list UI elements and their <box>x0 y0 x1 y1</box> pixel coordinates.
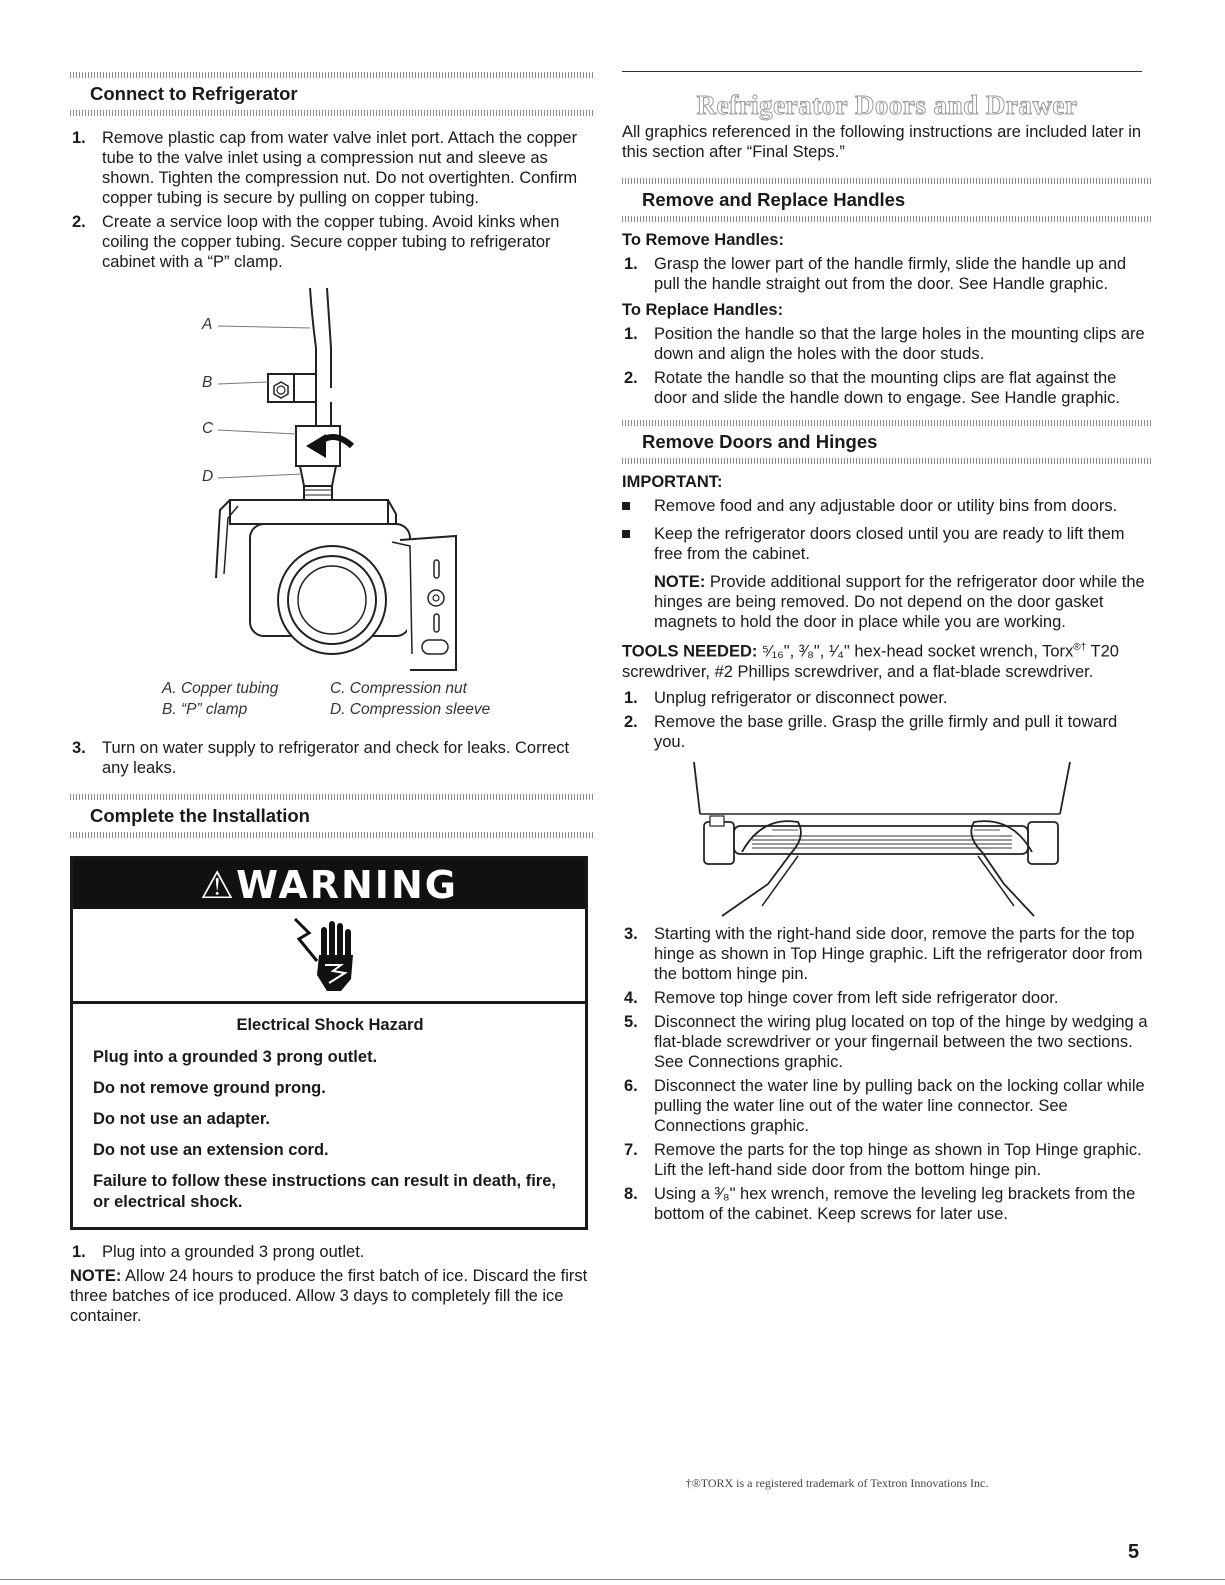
label-b: B <box>202 374 213 391</box>
doors-step-7 <box>622 1140 1152 1180</box>
install-step-1 <box>70 1242 595 1262</box>
bullet-text: Remove food and any adjustable door or utility bins from doors. <box>654 497 1118 515</box>
square-bullet-icon <box>622 530 630 538</box>
diagram-captions <box>70 678 595 724</box>
warning-text <box>73 1004 585 1227</box>
step-number: 3. <box>624 924 638 943</box>
doors-step-4 <box>622 988 1152 1008</box>
trademark-footnote: †®TORX is a registered trademark of Textron Innovations Inc. <box>685 1476 989 1490</box>
doors-step-8 <box>622 1184 1152 1224</box>
step-number: 8. <box>624 1184 638 1203</box>
page-number: 5 <box>1128 1541 1140 1563</box>
step-text: Turn on water supply to refrigerator and check for leaks. Correct any leaks. <box>102 739 570 777</box>
hazard-title: Electrical Shock Hazard <box>236 1016 424 1034</box>
tools-label: TOOLS NEEDED: <box>622 642 758 661</box>
tools-needed <box>622 638 1152 682</box>
note-text: Provide additional support for the refrigerator door while the hinges are being removed. Do not depend on the door gasket magnets to hold the door in place while you are working. <box>654 573 1145 631</box>
replace-handles-step-2 <box>622 368 1152 408</box>
section-intro: All graphics referenced in the following instructions are included later in this section after “Final Steps.” <box>622 123 1142 161</box>
right-column <box>622 0 1152 1228</box>
square-bullet-icon <box>622 502 630 510</box>
step-text: Disconnect the wiring plug located on top of the hinge by wedging a flat-blade screwdriver or your fingernail between the two sections. See Connections graphic. <box>654 1012 1148 1071</box>
warning-triangle-icon: ⚠ <box>200 863 237 907</box>
warning-banner-text: WARNING <box>236 863 458 907</box>
warning-banner <box>73 859 585 909</box>
step-text: Position the handle so that the large holes in the mounting clips are down and align the holes with the door studs. <box>654 325 1145 363</box>
caption-a: A. Copper tubing <box>162 680 279 697</box>
connect-heading: Connect to Refrigerator <box>90 83 298 104</box>
note-label: NOTE: <box>70 1267 122 1285</box>
heading-rule <box>622 458 1152 464</box>
step-number: 2. <box>72 213 86 231</box>
caption-c: C. Compression nut <box>330 680 467 697</box>
label-d: D <box>202 468 214 485</box>
tools-superscript: ®† <box>1073 642 1087 653</box>
remove-handles-step-1 <box>622 254 1152 294</box>
tools-text: ⁵⁄₁₆", ³⁄₈", ¹⁄₄" hex-head socket wrench, Torx <box>757 642 1074 661</box>
step-text: Disconnect the water line by pulling back on the locking collar while pulling the water line out of the water line connector. See Connections graphic. <box>654 1076 1145 1135</box>
step-number: 1. <box>72 1243 86 1261</box>
label-a: A <box>202 316 213 333</box>
step-number: 1. <box>624 255 638 273</box>
complete-heading: Complete the Installation <box>90 805 310 826</box>
electric-shock-hand-icon <box>289 913 369 997</box>
heading-rule <box>622 216 1152 222</box>
doors-note <box>622 572 1152 632</box>
step-number: 3. <box>72 739 86 757</box>
step-text: Rotate the handle so that the mounting clips are flat against the door and slide the handle down to engage. See Handle graphic. <box>654 369 1121 407</box>
step-number: 6. <box>624 1076 638 1095</box>
shock-hazard-icon-area <box>73 909 585 1004</box>
warning-line: Plug into a grounded 3 prong outlet. <box>93 1048 378 1066</box>
step-text: Remove plastic cap from water valve inlet port. Attach the copper tube to the valve inlet using a compression nut and sleeve as shown. Tighten the compression nut. Do not overtighten. Confirm copper tubing is secure by pulling on copper tubing. <box>102 129 578 207</box>
water-valve-diagram <box>70 278 595 678</box>
step-text: Starting with the right-hand side door, remove the parts for the top hinge as shown in Top Hinge graphic. Lift the refrigerator door from the bottom hinge pin. <box>654 924 1143 983</box>
caption-d: D. Compression sleeve <box>330 701 491 718</box>
step-number: 5. <box>624 1012 638 1031</box>
step-text: Unplug refrigerator or disconnect power. <box>654 688 948 707</box>
remove-handles-label: To Remove Handles: <box>622 231 784 249</box>
doors-step-6 <box>622 1076 1152 1136</box>
doors-step-3 <box>622 924 1152 984</box>
doors-step-1 <box>622 688 1152 708</box>
step-text: Remove top hinge cover from left side refrigerator door. <box>654 988 1059 1007</box>
step-text: Plug into a grounded 3 prong outlet. <box>102 1243 365 1261</box>
bullet-item <box>622 524 1152 564</box>
step-text: Create a service loop with the copper tubing. Avoid kinks when coiling the copper tubing. Secure copper tubing to refrigerator cabinet with a “P” clamp. <box>102 213 560 271</box>
step-number: 2. <box>624 369 638 387</box>
doors-step-2 <box>622 712 1152 752</box>
caption-b: B. “P” clamp <box>162 701 248 718</box>
warning-line: Do not use an extension cord. <box>93 1141 329 1159</box>
section-title: Refrigerator Doors and Drawer <box>696 90 1078 120</box>
heading-rule <box>70 832 595 838</box>
important-label: IMPORTANT: <box>622 473 723 491</box>
bullet-text: Keep the refrigerator doors closed until you are ready to lift them free from the cabinet. <box>654 525 1125 563</box>
doors-step-5 <box>622 1012 1152 1072</box>
step-text: Grasp the lower part of the handle firmly, slide the handle up and pull the handle straight out from the door. See Handle graphic. <box>654 255 1127 293</box>
step-number: 7. <box>624 1140 638 1159</box>
step-number: 2. <box>624 712 638 731</box>
install-note <box>70 1266 595 1326</box>
warning-line: Failure to follow these instructions can result in death, fire, or electrical shock. <box>93 1172 556 1211</box>
note-label: NOTE: <box>654 573 706 591</box>
replace-handles-step-1 <box>622 324 1152 364</box>
step-number: 1. <box>624 688 638 707</box>
tools-text-continued: T20 screwdriver, #2 Phillips screwdriver, and a flat-blade screwdriver. <box>622 642 1119 681</box>
heading-rule <box>70 110 595 116</box>
step-number: 1. <box>72 129 86 147</box>
replace-handles-label: To Replace Handles: <box>622 301 784 319</box>
step-text: Remove the parts for the top hinge as shown in Top Hinge graphic. Lift the left-hand side door from the bottom hinge pin. <box>654 1140 1142 1179</box>
connect-step-3 <box>70 738 595 778</box>
connect-step-1 <box>70 128 595 208</box>
connect-step-2 <box>70 212 595 272</box>
note-text: Allow 24 hours to produce the first batch of ice. Discard the first three batches of ice produced. Allow 3 days to completely fill the ice container. <box>70 1267 588 1325</box>
step-number: 1. <box>624 325 638 343</box>
step-text: Remove the base grille. Grasp the grille firmly and pull it toward you. <box>654 712 1118 751</box>
handles-heading: Remove and Replace Handles <box>642 189 906 210</box>
bullet-item <box>622 496 1152 516</box>
base-grille-diagram <box>622 756 1152 924</box>
bottom-rule <box>0 1579 1225 1580</box>
doors-heading: Remove Doors and Hinges <box>642 431 878 452</box>
label-c: C <box>202 420 214 437</box>
left-column <box>70 0 595 1326</box>
valve-illustration <box>70 278 595 678</box>
warning-box <box>70 856 588 1230</box>
step-number: 4. <box>624 988 638 1007</box>
warning-line: Do not remove ground prong. <box>93 1079 326 1097</box>
step-text: Using a ³⁄₈" hex wrench, remove the leveling leg brackets from the bottom of the cabinet. Keep screws for later use. <box>654 1184 1136 1223</box>
grille-removal-illustration <box>622 756 1152 924</box>
warning-line: Do not use an adapter. <box>93 1110 270 1128</box>
